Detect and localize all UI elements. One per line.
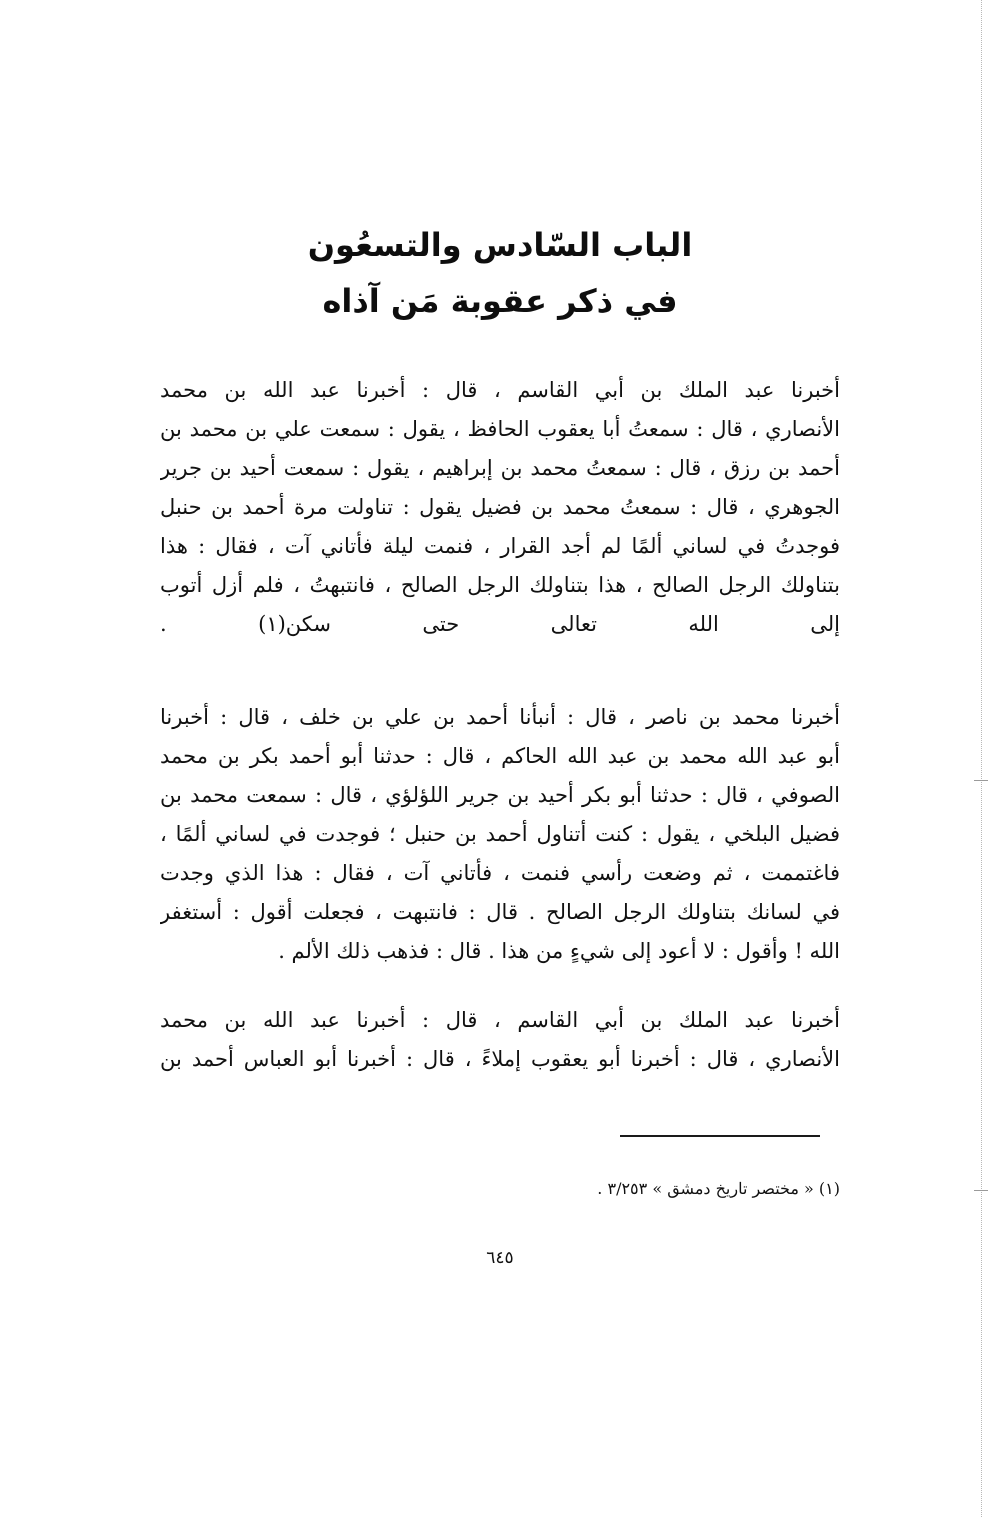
text-line: أبو عبد الله محمد بن عبد الله الحاكم ، قال : حدثنا أبو أحمد بكر بن محمد: [160, 744, 840, 768]
scan-edge-tick: [974, 1190, 988, 1191]
text-line: إلى الله تعالى حتى سكن(١) .: [160, 612, 840, 636]
chapter-title: الباب السّادس والتسعُون: [307, 226, 693, 264]
scan-edge-tick: [974, 780, 988, 781]
text-line: أحمد بن رزق ، قال : سمعتُ محمد بن إبراهيم ، يقول : سمعت أحيد بن جرير: [160, 456, 840, 480]
text-line: أخبرنا عبد الملك بن أبي القاسم ، قال : أخبرنا عبد الله بن محمد: [160, 378, 840, 402]
text-line: الصوفي ، قال : حدثنا أبو بكر أحيد بن جرير اللؤلؤي ، قال : سمعت محمد بن: [160, 783, 840, 807]
page-number: ٦٤٥: [486, 1248, 514, 1268]
text-line: الله ! وأقول : لا أعود إلى شيءٍ من هذا . قال : فذهب ذلك الألم .: [278, 939, 840, 963]
footnote: (١) « مختصر تاريخ دمشق » ٣/٢٥٣ .: [597, 1179, 840, 1198]
scan-edge-dotted-line: [981, 0, 982, 1517]
text-line: أخبرنا عبد الملك بن أبي القاسم ، قال : أخبرنا عبد الله بن محمد: [160, 1008, 840, 1032]
text-line: [160, 643, 840, 683]
text-line: فاغتممت ، ثم وضعت رأسي فنمت ، فأتاني آت ، فقال : هذا الذي وجدت: [160, 861, 840, 885]
chapter-subtitle: في ذكر عقوبة مَن آذاه: [322, 282, 678, 320]
text-line: فضيل البلخي ، يقول : كنت أتناول أحمد بن حنبل ؛ فوجدت في لساني ألمًا ،: [160, 822, 840, 846]
text-line: الجوهري ، قال : سمعتُ محمد بن فضيل يقول : تناولت مرة أحمد بن حنبل: [160, 495, 840, 519]
text-line: الأنصاري ، قال : أخبرنا أبو يعقوب إملاءً ، قال : أخبرنا أبو العباس أحمد بن: [160, 1047, 840, 1071]
text-line: بتناولك الرجل الصالح ، هذا بتناولك الرجل الصالح ، فانتبهتُ ، فلم أزل أتوب: [160, 573, 840, 597]
text-line: فوجدتُ في لساني ألمًا لم أجد القرار ، فنمت ليلة فأتاني آت ، فقال : هذا: [160, 534, 840, 558]
text-line: في لسانك بتناولك الرجل الصالح . قال : فانتبهت ، فجعلت أقول : أستغفر: [160, 900, 840, 924]
footnote-separator: [620, 1135, 820, 1137]
text-line: أخبرنا محمد بن ناصر ، قال : أنبأنا أحمد بن علي بن خلف ، قال : أخبرنا: [160, 705, 840, 729]
text-line: الأنصاري ، قال : سمعتُ أبا يعقوب الحافظ ، يقول : سمعت علي بن محمد بن: [160, 417, 840, 441]
